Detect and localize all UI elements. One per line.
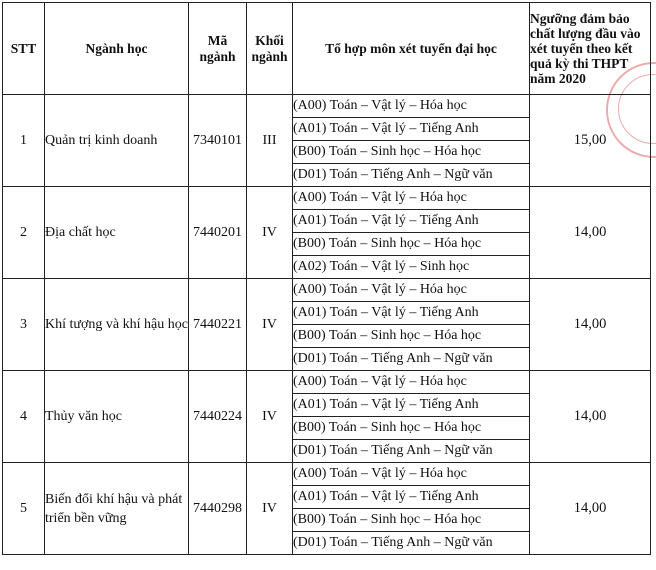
major-cell: Địa chất học	[45, 187, 189, 279]
header-row	[3, 3, 651, 95]
table-row	[3, 371, 651, 394]
combo-cell: (A00) Toán – Vật lý – Hóa học	[293, 371, 530, 394]
header-combos: Tổ hợp môn xét tuyển đại học	[293, 3, 530, 95]
block-cell: IV	[247, 371, 293, 463]
code-cell: 7440221	[189, 279, 247, 371]
block-cell: IV	[247, 463, 293, 555]
major-cell: Thủy văn học	[45, 371, 189, 463]
combo-cell: (D01) Toán – Tiếng Anh – Ngữ văn	[293, 164, 530, 187]
combo-cell: (B00) Toán – Sinh học – Hóa học	[293, 509, 530, 532]
combo-cell: (A00) Toán – Vật lý – Hóa học	[293, 463, 530, 486]
combo-cell: (D01) Toán – Tiếng Anh – Ngữ văn	[293, 440, 530, 463]
stt-cell: 5	[3, 463, 45, 555]
combo-cell: (A01) Toán – Vật lý – Tiếng Anh	[293, 394, 530, 417]
code-cell: 7440298	[189, 463, 247, 555]
table-body	[3, 95, 651, 555]
table-row	[3, 463, 651, 486]
combo-cell: (B00) Toán – Sinh học – Hóa học	[293, 325, 530, 348]
header-major: Ngành học	[45, 3, 189, 95]
threshold-score-cell: 14,00	[530, 279, 651, 371]
combo-cell: (A01) Toán – Vật lý – Tiếng Anh	[293, 302, 530, 325]
combo-cell: (A01) Toán – Vật lý – Tiếng Anh	[293, 210, 530, 233]
combo-cell: (D01) Toán – Tiếng Anh – Ngữ văn	[293, 348, 530, 371]
threshold-score-cell: 14,00	[530, 463, 651, 555]
threshold-score-cell: 15,00	[530, 95, 651, 187]
major-cell: Quản trị kinh doanh	[45, 95, 189, 187]
table-row	[3, 95, 651, 118]
header-threshold: Ngưỡng đảm bảo chất lượng đầu vào xét tuyển theo kết quả kỳ thi THPT năm 2020	[530, 3, 651, 95]
block-cell: IV	[247, 187, 293, 279]
combo-cell: (A01) Toán – Vật lý – Tiếng Anh	[293, 486, 530, 509]
combo-cell: (A01) Toán – Vật lý – Tiếng Anh	[293, 118, 530, 141]
threshold-score-cell: 14,00	[530, 371, 651, 463]
combo-cell: (B00) Toán – Sinh học – Hóa học	[293, 233, 530, 256]
admissions-table	[2, 2, 651, 555]
stt-cell: 4	[3, 371, 45, 463]
combo-cell: (B00) Toán – Sinh học – Hóa học	[293, 141, 530, 164]
combo-cell: (A02) Toán – Vật lý – Sinh học	[293, 256, 530, 279]
combo-cell: (A00) Toán – Vật lý – Hóa học	[293, 279, 530, 302]
table-row	[3, 279, 651, 302]
code-cell: 7440201	[189, 187, 247, 279]
major-cell: Khí tượng và khí hậu học	[45, 279, 189, 371]
table-row	[3, 187, 651, 210]
header-code: Mã ngành	[189, 3, 247, 95]
threshold-score-cell: 14,00	[530, 187, 651, 279]
code-cell: 7340101	[189, 95, 247, 187]
code-cell: 7440224	[189, 371, 247, 463]
stt-cell: 1	[3, 95, 45, 187]
header-stt: STT	[3, 3, 45, 95]
block-cell: III	[247, 95, 293, 187]
combo-cell: (D01) Toán – Tiếng Anh – Ngữ văn	[293, 532, 530, 555]
block-cell: IV	[247, 279, 293, 371]
combo-cell: (B00) Toán – Sinh học – Hóa học	[293, 417, 530, 440]
header-block: Khối ngành	[247, 3, 293, 95]
combo-cell: (A00) Toán – Vật lý – Hóa học	[293, 187, 530, 210]
stt-cell: 3	[3, 279, 45, 371]
combo-cell: (A00) Toán – Vật lý – Hóa học	[293, 95, 530, 118]
major-cell: Biến đổi khí hậu và phát triển bền vững	[45, 463, 189, 555]
stt-cell: 2	[3, 187, 45, 279]
